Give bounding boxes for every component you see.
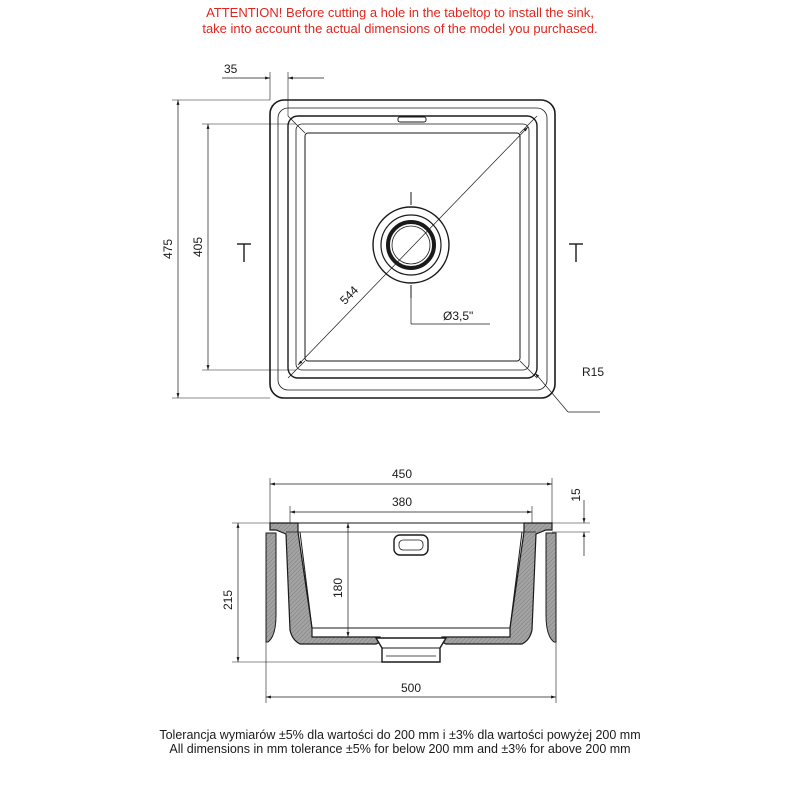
- drain-outer-ring: [373, 207, 449, 283]
- sink-wall-right: [442, 523, 552, 644]
- countertop-section-left: [266, 533, 276, 642]
- overflow-slot: [398, 117, 426, 122]
- tolerance-note-en: All dimensions in mm tolerance ±5% for below 200 mm and ±3% for above 200 mm: [169, 742, 631, 756]
- rim-width-label: 35: [224, 62, 238, 76]
- attention-line-2: take into account the actual dimensions of the model you purchased.: [202, 21, 598, 36]
- tolerance-note-pl: Tolerancja wymiarów ±5% dla wartości do 200 mm i ±3% dla wartości powyżej 200 mm: [159, 728, 641, 742]
- side-section-view: [232, 478, 590, 703]
- section-marker-left: [237, 244, 251, 262]
- sink-rim-inner-edge: [278, 108, 547, 390]
- outer-height-label: 475: [161, 238, 175, 260]
- corner-radius-label: R15: [582, 365, 605, 379]
- drain-diameter-label: Ø3,5": [443, 309, 474, 323]
- sink-outer-rim: [270, 100, 555, 398]
- top-view: [172, 72, 600, 412]
- countertop-section-right: [546, 533, 556, 642]
- attention-line-1: ATTENTION! Before cutting a hole in the tabeltop to install the sink,: [206, 5, 594, 20]
- diagonal-label: 544: [337, 283, 362, 308]
- rim-thickness-label: 15: [569, 488, 583, 502]
- sink-wall-left: [270, 523, 380, 644]
- total-height-label: 215: [221, 589, 235, 611]
- bowl-depth-label: 180: [331, 577, 345, 599]
- section-marker-right: [569, 244, 583, 262]
- inner-width-label: 380: [391, 495, 413, 509]
- drain-boss: [376, 638, 446, 662]
- drain-inner: [388, 222, 434, 268]
- outer-width-label: 450: [391, 467, 413, 481]
- inner-height-label: 405: [191, 236, 205, 258]
- cabinet-width-label: 500: [400, 681, 422, 695]
- diagonal-dimension-line: [298, 127, 528, 365]
